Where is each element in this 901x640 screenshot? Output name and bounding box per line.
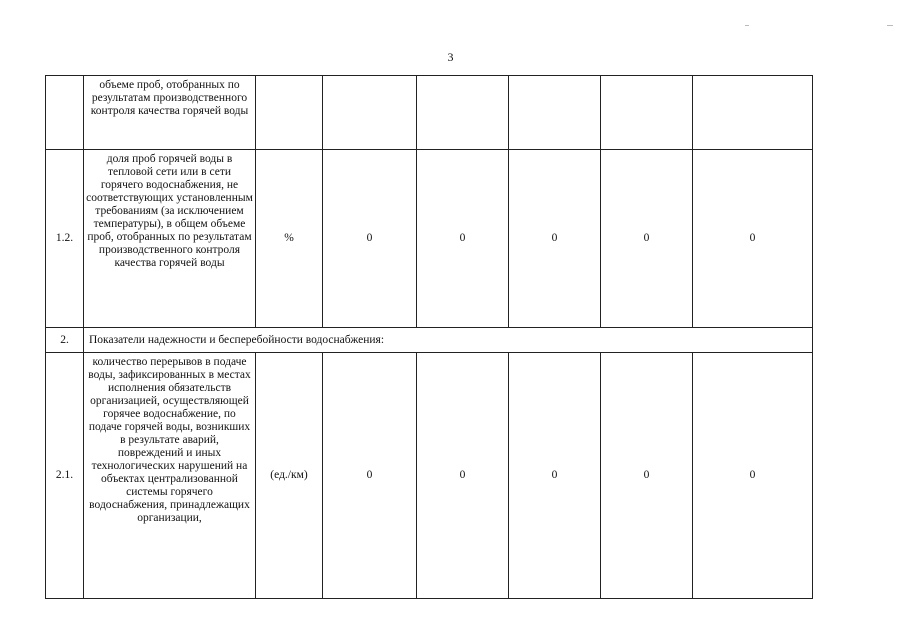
value-cell: 0 [693, 353, 813, 599]
section-header-row [46, 328, 813, 353]
table-row [46, 150, 813, 328]
indicator-description-cell: доля проб горячей воды в тепловой сети или в сети горячего водоснабжения, не соответствующих установленным требованиям (за исключением температуры), в общем объеме проб, отобранных по результатам производственного контроля качества горячей воды [84, 150, 256, 328]
row-number-cell: 2. [46, 328, 84, 353]
value-cell [323, 76, 417, 150]
scan-artifact-dash [887, 25, 893, 26]
row-number-cell [46, 76, 84, 150]
indicator-description-cell: объеме проб, отобранных по результатам производственного контроля качества горячей воды [84, 76, 256, 150]
value-cell: 0 [509, 353, 601, 599]
value-cell [693, 76, 813, 150]
unit-cell: % [256, 150, 323, 328]
value-cell: 0 [417, 353, 509, 599]
value-cell: 0 [601, 150, 693, 328]
page-number: 3 [447, 50, 454, 64]
table-row [46, 353, 813, 599]
section-title: Показатели надежности и бесперебойности водоснабжения: [84, 328, 813, 353]
value-cell: 0 [417, 150, 509, 328]
row-number-cell: 1.2. [46, 150, 84, 328]
value-cell [417, 76, 509, 150]
table-row [46, 76, 813, 150]
value-cell [601, 76, 693, 150]
unit-cell: (ед./км) [256, 353, 323, 599]
value-cell [509, 76, 601, 150]
unit-cell [256, 76, 323, 150]
row-number-cell: 2.1. [46, 353, 84, 599]
value-cell: 0 [509, 150, 601, 328]
value-cell: 0 [601, 353, 693, 599]
value-cell: 0 [323, 150, 417, 328]
value-cell: 0 [693, 150, 813, 328]
indicators-table [45, 75, 813, 599]
scan-artifact-dash [745, 25, 749, 26]
value-cell: 0 [323, 353, 417, 599]
indicator-description-cell: количество перерывов в подаче воды, зафиксированных в местах исполнения обязательств организацией, осуществляющей горячее водоснабжение, по подаче горячей воды, возникших в результате аварий, повреждений и иных технологических нарушений на объектах централизованной системы горячего водоснабжения, принадлежащих организации, [84, 353, 256, 599]
